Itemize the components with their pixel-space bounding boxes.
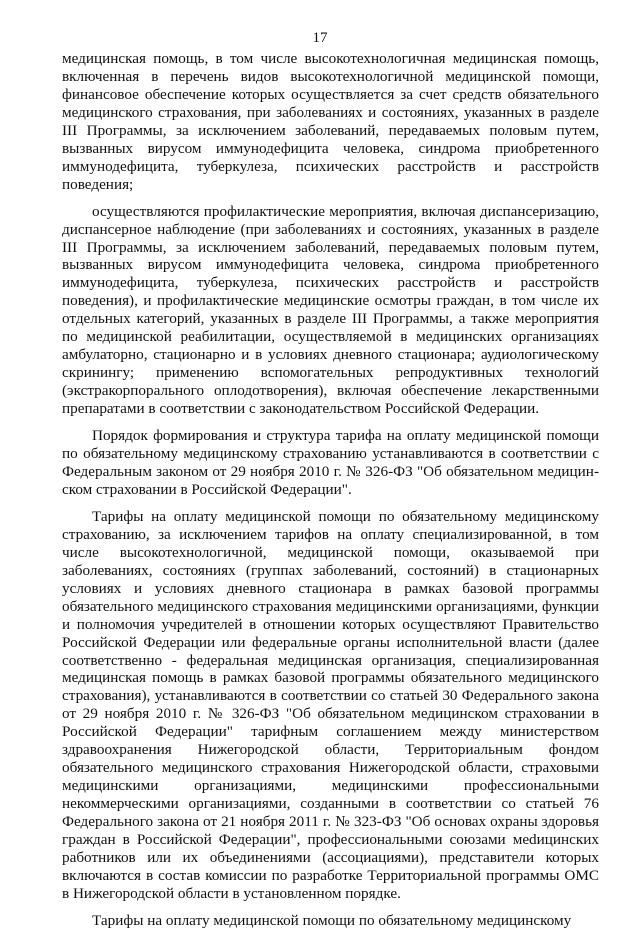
paragraph-3: Порядок формирования и структура тарифа на оплату медицинской помощи по обязательному медицинскому страхованию устанавливаются в соответствии с Федеральным законом от 29 ноября 2010 г. № 326-ФЗ "Об обязательном медицинском страховании в Российской Федерации". — [62, 427, 599, 498]
page-number: 17 — [312, 30, 328, 46]
paragraph-2: осуществляются профилактические мероприятия, включая диспансеризацию, диспансерное наблюдение (при заболеваниях и состояниях, указанных в разделе III Программы, за исключением заболеваний, передаваемых половым путем, вызванных вирусом иммунодефицита человека, синдрома приобретенного иммунодефицита, туберкулеза, психических расстройств и расстройств поведения), и профилактические медицинские осмотры граждан, в том числе их отдельных категорий, указанных в разделе III Программы, а также мероприятия по медицинской реабилитации, осуществляемой в медицинских организациях амбулаторно, стационарно и в условиях дневного стационара; аудиологическому скринингу; применению вспомогательных репродуктивных технологий (экстракорпорального оплодотворения), включая обеспечение лекарственными препаратами в соответствии с законодательством Российской Федерации. — [62, 202, 599, 418]
paragraph-4: Тарифы на оплату медицинской помощи по обязательному медицинскому страхованию, за исключением тарифов на оплату специализированной, в том числе высокотехнологичной, медицинской помощи, оказываемой при заболеваниях, состояниях (группах заболеваний, состояний) в стационарных условиях и условиях дневного стационара в рамках базовой программы обязательного медицинского страхования медицинскими организациями, функции и полномочия учредителей в отношении которых осуществляют Правительство Российской Федерации или федеральные органы исполнительной власти (далее соответственно - федеральная медицинская организация, специализированная медицинская помощь в рамках базовой программы обязательного медицинского страхования), устанавливаются в соответствии со статьей 30 Федерального закона от 29 ноября 2010 г. № 326-ФЗ "Об обязательном медицинском страховании в Российской Федерации" тарифным соглашением между министерством здравоохранения Нижегородской области, Территориальным фондом обязательного медицинского страхования Нижегородской области, страховыми медицинскими организациями, медицинскими профессиональными некоммерческими организациями, созданными в соответствии со статьей 76 Федерального закона от 21 ноября 2011 г. № 323-ФЗ "Об основах охраны здоровья граждан в Российской Федерации", профессиональными союзами меdицинских работников или их объединениями (ассоциациями), представители которых включаются в состав комиссии по разработке Территориальной программы ОМС в Нижегородской области в установленном порядке. — [62, 507, 599, 902]
paragraph-1: медицинская помощь, в том числе высокотехнологичная медицинская помощь, включенная в перечень видов высокотехнологичной медицинской помощи, финансовое обеспечение которых осуществляется за счет средств обязательного медицинского страхования, при заболеваниях и состояниях, указанных в разделе III Программы, за исключением заболеваний, передаваемых половым путем, вызванных вирусом иммунодефицита человека, синдрома приобретенного иммунодефицита, туберкулеза, психических расстройств и расстройств поведения; — [62, 50, 599, 193]
page-body — [62, 50, 599, 930]
paragraph-5: Тарифы на оплату медицинской помощи по обязательному медицинскому — [92, 911, 572, 929]
